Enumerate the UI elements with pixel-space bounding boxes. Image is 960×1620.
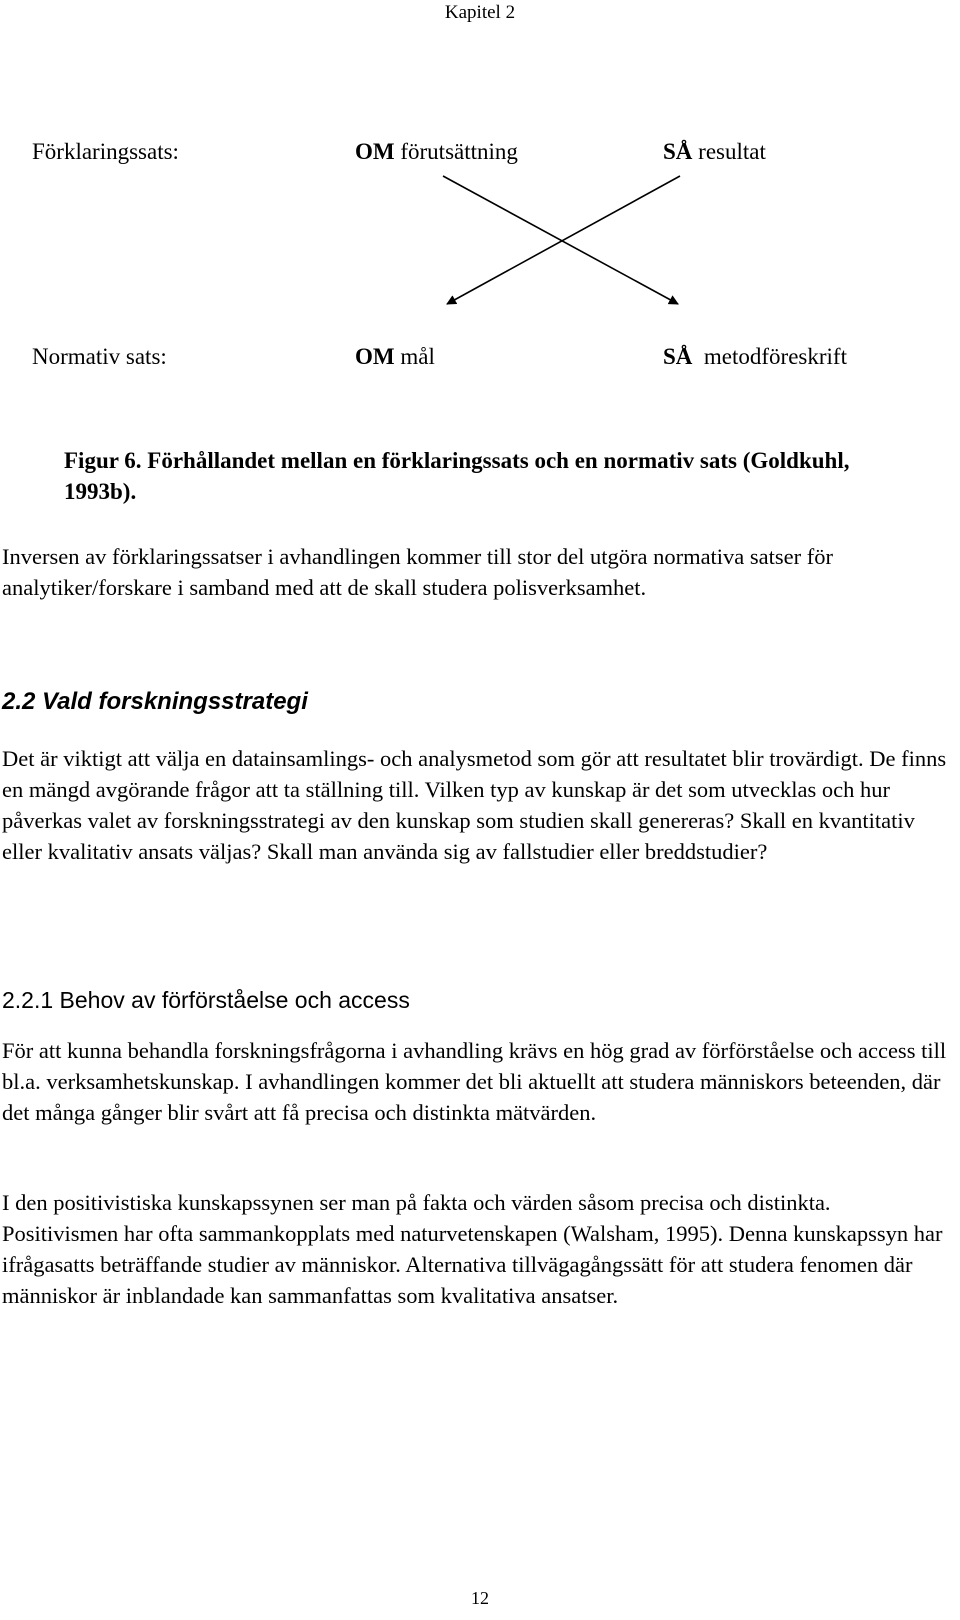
goal-text: mål xyxy=(400,344,435,369)
subsection-heading: 2.2.1 Behov av förförståelse och access xyxy=(2,987,410,1013)
sa-keyword: SÅ xyxy=(663,344,693,369)
paragraph-inverse: Inversen av förklaringssatser i avhandlingen kommer till stor del utgöra normativa satser för analytiker/forskare i samband med att de skall studera polisverksamhet. xyxy=(2,544,834,600)
arrow-result-to-goal xyxy=(447,176,680,304)
running-header: Kapitel 2 xyxy=(444,2,516,23)
premise-text: förutsättning xyxy=(400,139,518,164)
page-number: 12 xyxy=(471,1588,489,1608)
normative-statement-label: Normativ sats: xyxy=(32,344,167,369)
paragraph-strategy: Det är viktigt att välja en datainsamlings- och analysmetod som gör att resultatet blir trovärdigt. De finns en mängd avgörande frågor att ta ställning till. Vilken typ av kunskap är det som utvecklas och hur påverkas valet av forskningsstrategi av den kunskap som studien skall genereras? Skall en kvantitativ eller kvalitativ ansats väljas? Skall man använda sig av fallstudier eller breddstudier? xyxy=(2,746,947,864)
result-text: resultat xyxy=(698,139,766,164)
method-prescription-text: metodföreskrift xyxy=(703,344,847,369)
om-keyword: OM xyxy=(355,344,395,369)
cross-arrows xyxy=(0,0,960,420)
paragraph-preunderstanding: För att kunna behandla forskningsfrågorna i avhandling krävs en hög grad av förförståelse och access till bl.a. verksamhetskunskap. I avhandlingen kommer det bli aktuellt att studera människors beteenden, där det många gånger blir svårt att få precisa och distinkta mätvärden. xyxy=(2,1038,947,1125)
arrow-premise-to-method xyxy=(443,176,678,304)
sa-keyword: SÅ xyxy=(663,139,693,164)
explanatory-statement-label: Förklaringssats: xyxy=(32,139,179,164)
paragraph-positivism: I den positivistiska kunskapssynen ser man på fakta och värden såsom precisa och distinkta. Positivismen har ofta sammankopplats med naturvetenskapen (Walsham, 1995). Denna kunskapssyn har ifrågasatts beträffande studier av människor. Alternativa tillvägagångssätt för att studera fenomen där människor är inblandade kan sammanfattas som kvalitativa ansatser. xyxy=(2,1190,943,1308)
section-heading: 2.2 Vald forskningsstrategi xyxy=(2,688,308,715)
om-keyword: OM xyxy=(355,139,395,164)
figure-caption: Figur 6. Förhållandet mellan en förklaringssats och en normativ sats (Goldkuhl, 1993b). xyxy=(64,448,850,504)
